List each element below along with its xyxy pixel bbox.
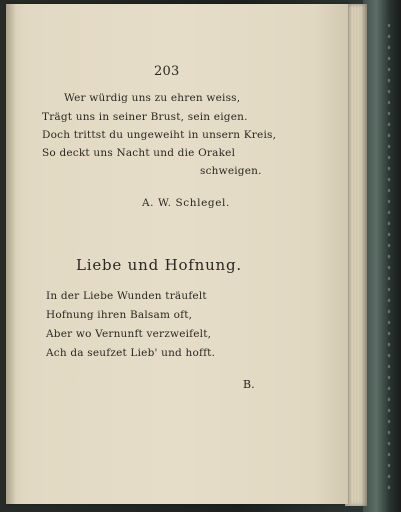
- poem2-line: Aber wo Vernunft verzweifelt,: [46, 328, 212, 340]
- page-gutter-shadow: [6, 4, 16, 504]
- poem1-line: schweigen.: [200, 165, 262, 177]
- book-spine: [363, 0, 401, 512]
- poem1-line: So deckt uns Nacht und die Orakel: [42, 147, 236, 159]
- poem2-author: B.: [243, 378, 255, 391]
- page-number: 203: [154, 64, 180, 79]
- poem2-line: In der Liebe Wunden träufelt: [46, 290, 207, 302]
- poem2-title: Liebe und Hofnung.: [76, 256, 242, 274]
- poem1-author: A. W. Schlegel.: [142, 197, 230, 209]
- poem1-line: Doch trittst du ungeweiht in unsern Kreis,: [42, 129, 277, 141]
- book-page: [6, 4, 348, 504]
- poem1-line: Trägt uns in seiner Brust, sein eigen.: [42, 111, 248, 123]
- poem2-line: Hofnung ihren Balsam oft,: [46, 309, 193, 321]
- poem1-line: Wer würdig uns zu ehren weiss,: [64, 92, 241, 104]
- poem2-line: Ach da seufzet Lieb' und hofft.: [46, 347, 216, 359]
- spine-texture: [385, 20, 395, 490]
- page-edges: [345, 4, 367, 506]
